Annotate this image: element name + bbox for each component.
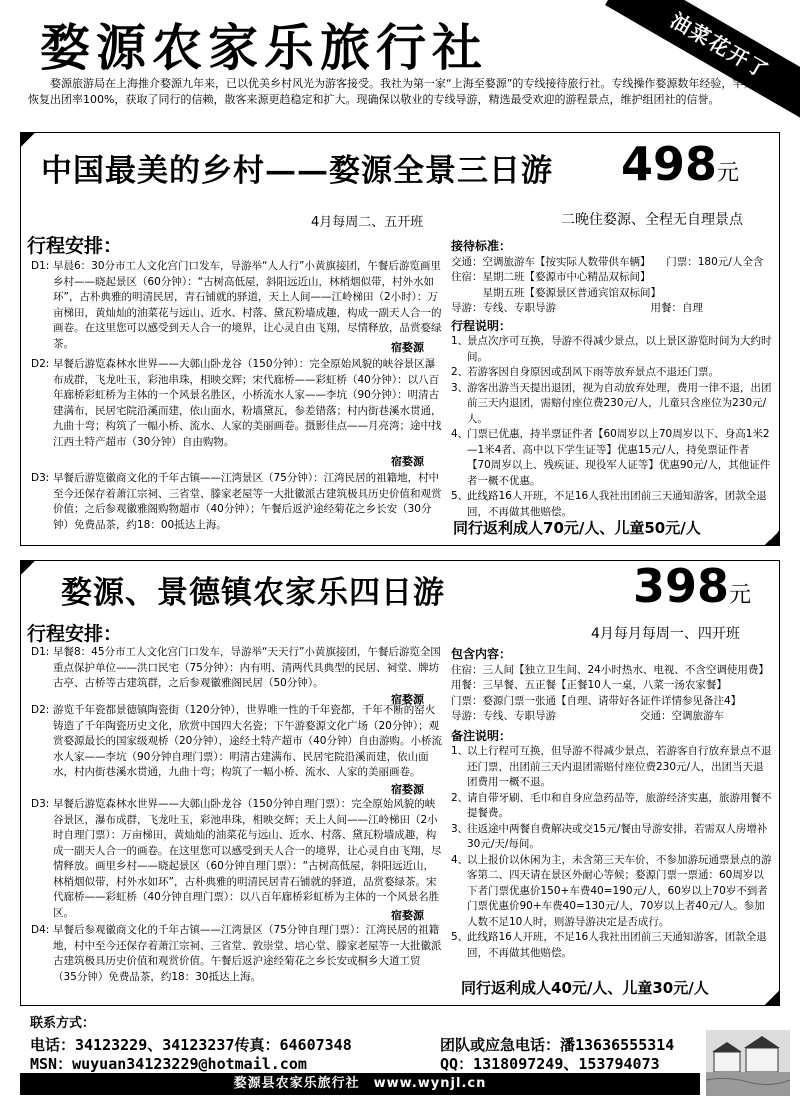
day-text: 早餐后游览森林水世界——大鄣山卧龙谷（150分钟自理门票）：完全原始风貌的峡谷景区，瀑布成群，飞龙吐玉，彩池串珠，相映交辉；天上人间——江岭梯田（2小时自理门票）：万亩梯田，黄灿灿的油菜花与远山、近水、村落、黛瓦粉墙成趣，构成一副天人合一的画卷。在这里您可以感受到天人合一的境界，让心灵自由飞翔，尽情释放。画里乡村——晓起景区（60分钟自理门票）：“古树高低屋，斜阳远近山，林梢烟似带，村外水如环”，古朴典雅的明清民居青石铺就的驿道，品赏婺绿茶。宋代廊桥——彩虹桥（40分钟自理门票）：以八百年廊桥彩虹桥为主体的一个风景名胜区。 xyxy=(53,798,442,919)
day-label: D1: xyxy=(31,646,50,658)
intro-paragraph: 婺源旅游局在上海推介婺源九年来，已以优美乡村风光为游客接受。我社为第一家“上海至婺源”的专线接待旅行社。专线操作婺源数年经验，罕见地恢复出团率100%，获取了同行的信赖，散客来源更趋稳定和扩大。现确保以敬业的专线导游，精选最受欢迎的游程景点，维护组团社的信誉。 xyxy=(28,77,766,106)
notes-title: 行程说明： xyxy=(451,318,512,333)
contact-msn: MSN：wuyuan34123229@hotmail.com xyxy=(30,1055,307,1073)
day-text: 早晨6：30分市工人文化宫门口发车，导游举“人人行”小黄旗接团，午餐后游览画里乡村——晓起景区（60分钟）：“古树高低屋，斜阳远近山，林梢烟似带，村外水如环”，古朴典雅的明清民居，青石铺就的驿道，天上人间——江岭梯田（2小时）：万亩梯田，黄灿灿的油菜花与远山、近水、村落、黛瓦粉墙成趣，构成一副天人合一的画卷。在这里您可以感受到天人合一的境界，让心灵自由飞翔，尽情释放，品赏婺绿茶。 xyxy=(53,260,442,350)
note-item: 5、 此线路16人开班，不足16人我社出团前三天通知游客，团款全退回，不再做其他赔偿。 xyxy=(451,490,767,518)
contact-qq: QQ：1318097249、153794073 xyxy=(440,1055,660,1073)
tour2-heading: 婺源、景德镇农家乐四日游 xyxy=(61,575,445,611)
include-title: 包含内容： xyxy=(451,647,512,661)
day-label: D2: xyxy=(31,358,50,370)
stay-label: 宿婺源 xyxy=(391,783,424,796)
contact-emergency: 团队或应急电话：潘13636555314 xyxy=(440,1036,675,1054)
include-line: 导游：专线、专职导游 交通：空调旅游车 xyxy=(451,710,724,722)
note-item: 3、 游客出游当天提出退团，视为自动放弃处理，费用一律不退，出团前三天内退团，需赔付座位费230元/人，儿童只含座位为230元/人。 xyxy=(451,381,772,425)
day-text: 早餐8：45分市工人文化宫门口发车，导游举“天天行”小黄旗接团，午餐后游览全国重点保护单位——洪口民宅（75分钟）：内有明、清两代具典型的民居、祠堂、牌坊古亭、古桥等古建筑群，之后参观徽雅阁民居（50分钟）。 xyxy=(53,646,441,689)
tour1-schedule: 4月每周二、五开班 xyxy=(311,215,424,230)
day-text: 游览千年瓷都景德镇陶瓷街（120分钟），世界唯一性的千年瓷都，千年不断的窑火铸造了千年陶瓷历史文化，欣赏中国四大名瓷；下午游婺源文化广场（20分钟）；观赏婺源最长的国家级观桥（20分钟），途经土特产超市（40分钟）自由游购。小桥流水人家——李坑（90分钟自理门票）：明清古建满布、民居宅院沿溪而建，依山面水，村内街巷溪水贯通，九曲十弯；构筑了一幅小桥、流水、人家的美丽画卷。 xyxy=(53,704,442,778)
day-label: D3: xyxy=(31,798,50,810)
corner-fold-decoration xyxy=(20,132,36,148)
stay-label: 宿婺源 xyxy=(391,341,424,354)
tour2-schedule: 4月每月每周一、四开班 xyxy=(591,626,740,642)
corner-fold-decoration xyxy=(764,990,780,1006)
page-title: 婺源农家乐旅行社 xyxy=(40,19,488,77)
day-text: 早餐后游览徽商文化的千年古镇——江湾景区（75分钟）：江湾民居的祖籍地，村中至今还保存着萧江宗祠、三省堂、滕家老屋等一大批徽派古建筑极具历史价值和观赏价值；之后参观徽雅阁购物超市（40分钟）；午餐后返沪途经菊花之乡长安（30分钟）免费品茶，约18：00抵达上海。 xyxy=(53,472,442,531)
tour1-note: 二晚住婺源、全程无自理景点 xyxy=(561,212,743,228)
corner-fold-decoration xyxy=(764,530,780,546)
day-label: D2: xyxy=(31,704,50,716)
note-item: 4、 门票已优惠，持半票证件者【60周岁以上70周岁以下、身高1米2—1米4者、高中以下学生证等】优惠15元/人，持免票证件者【70周岁以上、残疾证、现役军人证等】优惠90元/人，其他证件者一概不优惠。 xyxy=(451,428,771,487)
tour1-day-3 xyxy=(31,471,445,533)
day-text: 早餐后参观徽商文化的千年古镇——江湾景区（75分钟自理门票）：江湾民居的祖籍地，村中至今还保存着萧江宗祠、三省堂、敦崇堂、培心堂、滕家老屋等一大批徽派古建筑极具历史价值和观赏价值。午餐后返沪途经菊花之乡长安或桐乡大道工贸（35分钟）免费品茶，约18：30抵达上海。 xyxy=(53,924,442,983)
tour2-price: 398元 xyxy=(633,559,752,613)
tour1-section xyxy=(20,132,780,546)
tour2-section xyxy=(20,560,780,1006)
tour1-reception xyxy=(451,239,773,520)
notes-title: 备注说明： xyxy=(451,728,512,743)
stay-label: 宿婺源 xyxy=(391,909,424,922)
note-item: 4、 以上报价以休闲为主，未含第三天车价，不参加游玩通票景点的游客第二、四天请在景区外耐心等候；婺源门票一票通：60周岁以下者门票优惠价150+车费40=190元/人，60岁以上70岁不到者门票优惠价90+车费40=130元/人，70岁以上者40元/人。参加人数不足10人时，则游导游决定是否成行。 xyxy=(451,853,772,928)
reception-line: 住宿：星期二班【婺源市中心精品双标间】 xyxy=(451,271,651,283)
reception-line: 星期五班【婺源景区普通宾馆双标间】 xyxy=(451,286,661,299)
tour1-heading: 中国最美的乡村——婺源全景三日游 xyxy=(41,153,553,189)
day-label: D3: xyxy=(31,472,50,484)
reception-line: 交通：空调旅游车【按实际人数带供车辆】 门票：180元/人全含 xyxy=(451,255,764,268)
tour1-day-2 xyxy=(31,357,445,450)
include-line: 用餐：三早餐、五正餐【正餐10人一桌，八菜一汤农家餐】 xyxy=(451,679,727,691)
tour1-day-1 xyxy=(31,259,445,352)
reception-title: 接待标准： xyxy=(451,239,512,253)
note-item: 1、 景点次序可互换，导游不得减少景点，以上景区游览时间为大约时间。 xyxy=(451,335,772,363)
tour2-day-2 xyxy=(31,703,443,781)
note-item: 1、 以上行程可互换，但导游不得减少景点，若游客自行放弃景点不退还门票，出团前三天内退团需赔付座位费230元/人，出团当天退团费用一概不退。 xyxy=(451,745,772,788)
village-photo xyxy=(706,1030,790,1096)
stay-label: 宿婺源 xyxy=(391,455,424,468)
tour2-plan-label: 行程安排： xyxy=(27,623,123,645)
corner-banner: 油菜花开了 xyxy=(605,0,800,125)
day-label: D1: xyxy=(31,260,50,272)
tour1-price: 498元 xyxy=(621,137,740,191)
tour2-day-3 xyxy=(31,797,443,921)
tour2-day-4 xyxy=(31,923,443,985)
footer-bar: 婺源县农家乐旅行社 www.wynjl.cn xyxy=(20,1073,700,1095)
tour2-details xyxy=(451,647,773,961)
day-text: 早餐后游览森林水世界——大鄣山卧龙谷（150分钟）：完全原始风貌的峡谷景区瀑布成群，飞龙吐玉，彩池串珠，相映交辉；宋代廊桥——彩虹桥（40分钟）：以八百年廊桥彩虹桥为主体的一个风景名胜区，小桥流水人家——李坑（90分钟）：明清古建满布，民居宅院沿溪而建，依山面水，粉墙黛瓦，参差错落；村内街巷溪水贯通，九曲十弯；构筑了一幅小桥、流水、人家的美丽画卷。摄影佳点——月亮湾；途中找江西土特产超市（30分钟）自由购物。 xyxy=(53,358,442,448)
note-item: 2、 请自带牙刷、毛巾和自身应急药品等，旅游经济实惠，旅游用餐不提餐费。 xyxy=(451,791,772,819)
reception-line: 导游：专线、专职导游 用餐：自理 xyxy=(451,302,703,314)
contact-label: 联系方式： xyxy=(30,1016,96,1031)
note-item: 3、 往返途中两餐自费解决或交15元/餐由导游安排，若需双人房增补30元/天/每间。 xyxy=(451,822,768,850)
note-item: 5、 此线路16人开班，不足16人我社出团前三天通知游客，团款全退回，不再做其他赔偿。 xyxy=(451,931,767,959)
note-item: 2、 若游客因自身原因或刮风下雨等放弃景点不退还门票。 xyxy=(451,366,719,378)
corner-fold-decoration xyxy=(20,560,36,576)
tour1-rebate: 同行返利成人70元/人、儿童50元/人 xyxy=(453,519,701,537)
day-label: D4: xyxy=(31,924,50,936)
stay-label: 宿婺源 xyxy=(391,693,424,706)
contact-phone: 电话：34123229、34123237传真：64607348 xyxy=(30,1036,352,1054)
tour2-rebate: 同行返利成人40元/人、儿童30元/人 xyxy=(461,979,709,997)
tour2-day-1 xyxy=(31,645,443,692)
include-line: 住宿：三人间【独立卫生间、24小时热水、电视、不含空调使用费】 xyxy=(451,663,769,676)
tour1-plan-label: 行程安排： xyxy=(27,235,123,257)
include-line: 门票：婺源门票一张通【自理、请带好各证件详情参见备注4】 xyxy=(451,694,742,707)
